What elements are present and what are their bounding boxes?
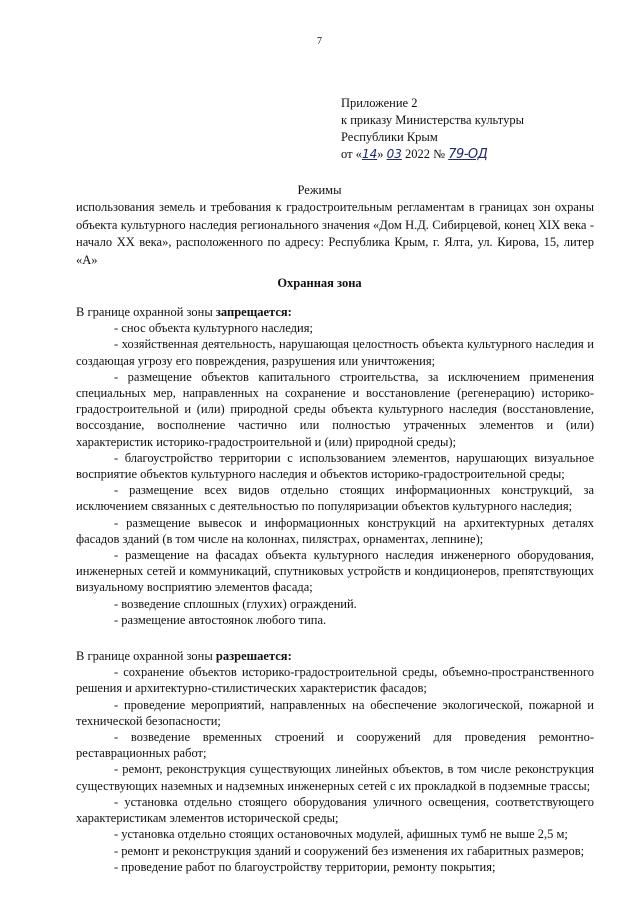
prohibited-item: - размещение всех видов отдельно стоящих информационных конструкций, за исключением связанных с деятельностью по популяризации объектов культурного наследия; <box>76 483 594 514</box>
year-prefix: 2022 № <box>401 147 449 161</box>
prohibited-item: - размещение на фасадах объекта культурного наследия инженерного оборудования, инженерных сетей и коммуникаций, спутниковых устройств и кондиционеров, препятствующих визуальному восприятию элементов фасада; <box>76 548 594 595</box>
permitted-item: - ремонт и реконструкция зданий и сооружений без изменения их габаритных размеров; <box>114 843 585 858</box>
document-body <box>76 304 594 875</box>
permitted-item: - возведение временных строений и сооружений для проведения ремонтно-реставрационных работ; <box>76 730 594 761</box>
date-mid: » <box>377 147 387 161</box>
document-title: Режимы <box>297 183 342 197</box>
prohibited-item: - возведение сплошных (глухих) ограждений. <box>114 596 357 611</box>
handwritten-day: 14 <box>361 147 378 161</box>
prohibited-lead <box>76 304 594 320</box>
prohibited-item: - хозяйственная деятельность, нарушающая целостность объекта культурного наследия и создающая угрозу его повреждения, разрушения или уничтожения; <box>76 337 594 368</box>
prohibited-item: - размещение автостоянок любого типа. <box>114 612 327 627</box>
permitted-item: - сохранение объектов историко-градостроительной среды, объемно-пространственного решения и архитектурно-стилистических характеристик фасадов; <box>76 665 594 696</box>
permitted-item: - проведение работ по благоустройству территории, ремонту покрытия; <box>114 859 496 874</box>
appendix-header <box>341 95 611 163</box>
prohibited-item: - размещение объектов капитального строительства, за исключением применения специальных мер, направленных на сохранение и восстановление (регенерацию) историко-градостроительной и (или) природной среды объекта культурного наследия (восстановление, воссоздание, восполнение частично или полностью утраченных элементов и (или) характеристик историко-градостроительной и (или) природной среды); <box>76 369 594 449</box>
prohibited-lead-bold: запрещается: <box>215 305 292 319</box>
permitted-item: - проведение мероприятий, направленных на обеспечение экологической, пожарной и технической безопасности; <box>76 697 594 728</box>
prohibited-lead-text: В границе охранной зоны <box>76 305 216 319</box>
prohibited-item: - снос объекта культурного наследия; <box>114 321 313 336</box>
section-title: Охранная зона <box>277 276 362 290</box>
prohibited-item: - размещение вывесок и информационных конструкций на архитектурных деталях фасадов зданий (в том числе на колоннах, пилястрах, орнаментах, лепнине); <box>76 515 594 546</box>
appendix-line-3: Республики Крым <box>341 130 438 144</box>
permitted-lead-text: В границе охранной зоны <box>76 649 216 664</box>
permitted-item: - установка отдельно стоящих остановочных модулей, афишных тумб не выше 2,5 м; <box>114 827 568 842</box>
prohibited-item: - благоустройство территории с использованием элементов, нарушающих визуальное восприятие объектов культурного наследия и объектов историко-градостроительной среды; <box>76 450 594 482</box>
permitted-item: - установка отдельно стоящего оборудования уличного освещения, соответствующего характеристикам элементов исторической среды; <box>76 794 594 826</box>
permitted-item: - ремонт, реконструкция существующих линейных объектов, в том числе реконструкция существующих наземных и надземных инженерных сетей с их прокладкой в подземные трассы; <box>76 762 594 793</box>
section-gap <box>76 628 594 648</box>
permitted-lead <box>76 648 594 664</box>
order-date-line <box>341 146 611 163</box>
permitted-lead-bold: разрешается: <box>215 649 292 664</box>
appendix-line-1: Приложение 2 <box>341 96 418 110</box>
document-intro: использования земель и требования к градостроительным регламентам в границах зон охраны объекта культурного наследия регионального значения «Дом Н.Д. Сибирцевой, конец XIX века - начало XX века», расположенного по адресу: Республика Крым, г. Ялта, ул. Кирова, 15, литер «А» <box>76 200 594 267</box>
date-prefix: от « <box>341 147 362 161</box>
handwritten-month: 03 <box>386 147 402 161</box>
handwritten-order-number: 79-ОД <box>448 147 488 162</box>
appendix-line-2: к приказу Министерства культуры <box>341 113 524 127</box>
page-number: 7 <box>317 36 322 47</box>
